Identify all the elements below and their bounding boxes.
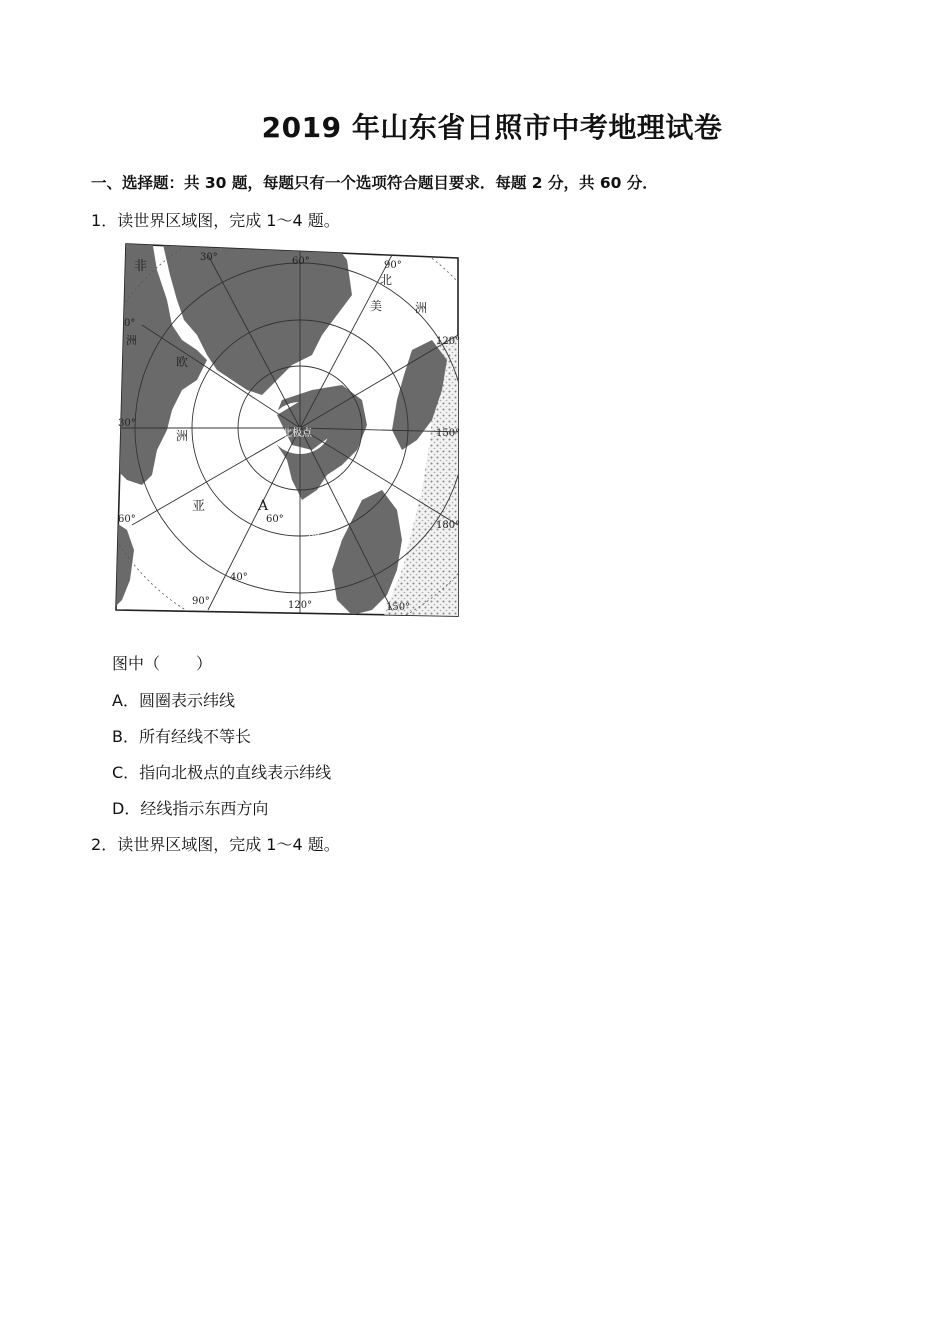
- option-letter: C: [112, 763, 124, 782]
- deg-180: 180°: [436, 520, 461, 531]
- deg-150: 150°: [436, 428, 461, 439]
- deg-0: 0°: [124, 318, 136, 329]
- option-text: ．所有经线不等长: [122, 727, 251, 746]
- deg-120: 120°: [436, 336, 461, 347]
- question-text: ．读世界区域图，完成 1～4 题。: [101, 211, 340, 230]
- option-letter: A: [112, 691, 123, 710]
- label-europe-2: 洲: [176, 429, 189, 443]
- option-d[interactable]: [112, 796, 268, 819]
- stem-prefix: 图中（: [112, 654, 161, 673]
- deg-60-lat: 60°: [266, 514, 284, 525]
- question-2-prompt: [91, 832, 340, 855]
- question-text: ．读世界区域图，完成 1～4 题。: [101, 835, 340, 854]
- question-number: 1: [91, 211, 102, 230]
- deg-90-top: 90°: [384, 260, 402, 271]
- option-letter: D: [112, 799, 125, 818]
- question-1-prompt: [91, 208, 340, 231]
- deg-60-left: 60°: [118, 514, 136, 525]
- question-number: 2: [91, 835, 102, 854]
- option-text: ．指向北极点的直线表示纬线: [123, 763, 332, 782]
- deg-60-top: 60°: [292, 256, 310, 267]
- option-text: ．圆圈表示纬线: [122, 691, 235, 710]
- option-letter: B: [112, 727, 123, 746]
- label-africa-1: 非: [134, 259, 148, 274]
- option-c[interactable]: [112, 760, 331, 783]
- label-asia-2: 洲: [308, 527, 321, 541]
- page-title: 2019 年山东省日照市中考地理试卷: [261, 111, 723, 144]
- deg-150-bottom: 150°: [386, 602, 411, 613]
- world-region-map: [112, 240, 462, 620]
- label-north-america-3: 洲: [415, 301, 428, 315]
- option-text: ．经线指示东西方向: [124, 799, 269, 818]
- deg-30-left: 30°: [118, 418, 136, 429]
- option-a[interactable]: [112, 688, 235, 711]
- label-europe-1: 欧: [176, 355, 189, 369]
- label-north-america-1: 北: [380, 273, 393, 287]
- section-heading: 一、选择题：共 30 题，每题只有一个选项符合题目要求．每题 2 分，共 60 分．: [91, 174, 658, 192]
- question-1-stem: [112, 651, 212, 674]
- label-point-a: A: [258, 498, 269, 514]
- stem-suffix: ）: [196, 654, 213, 673]
- option-b[interactable]: [112, 724, 251, 747]
- deg-40-lat: 40°: [230, 572, 248, 583]
- deg-90-bottom: 90°: [192, 596, 210, 607]
- deg-30-top: 30°: [200, 252, 218, 263]
- label-north-america-2: 美: [370, 299, 383, 313]
- label-north-pole: 北极点: [282, 428, 312, 439]
- label-asia-1: 亚: [192, 499, 206, 514]
- deg-120-bottom: 120°: [288, 600, 313, 611]
- label-africa-2: 洲: [126, 334, 137, 347]
